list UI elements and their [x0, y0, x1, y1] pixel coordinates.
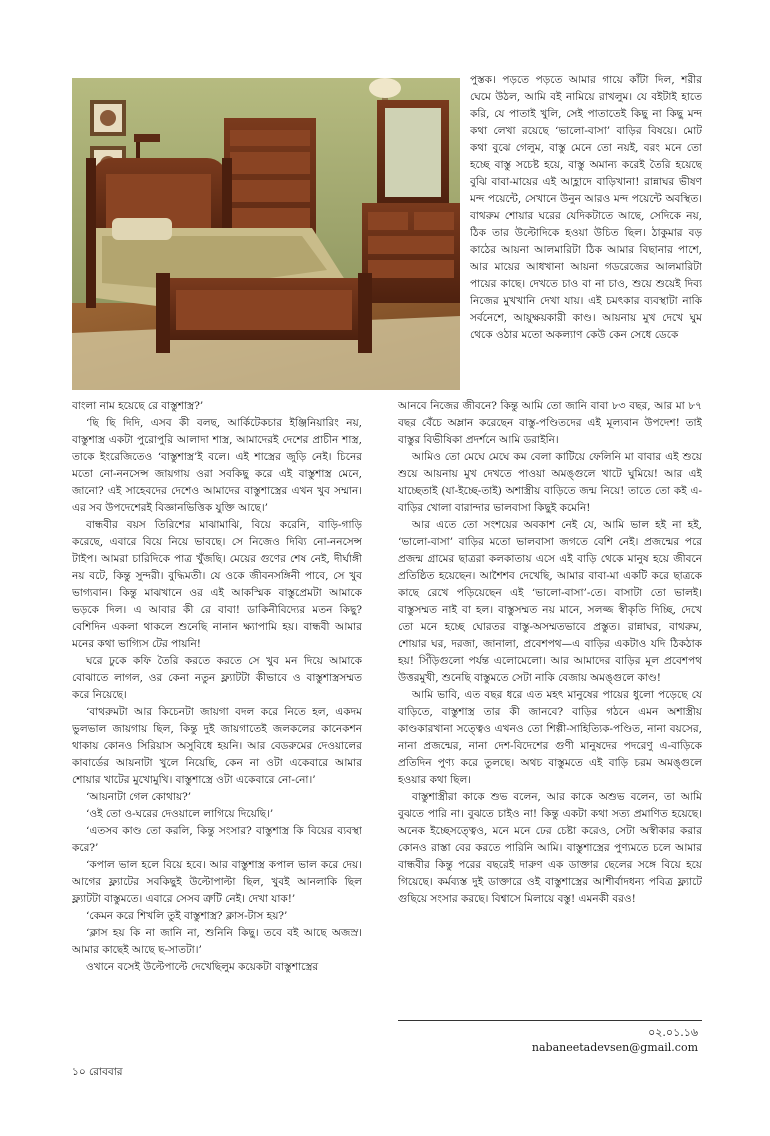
- paragraph: ‘কেমন করে শিখলি তুই বাস্তুশাস্ত্র? ক্লাস-টাস হয়?’: [86, 910, 288, 922]
- article-date: ০২.০১.১৬: [648, 1026, 698, 1039]
- paragraph: ‘বাথরুমটা আর কিচেনটা জায়গা বদল করে নিতে হল, একদম ভুলভাল জায়গায় ছিল, কিন্তু দুই জায়গাতেই জলকলের কানেকশন থাকায় কোনও সিরিয়াস অসুবিধে হয়নি। আর বেডরুমের দেওয়ালের কাবার্ডের আয়নাটা খুলে নিয়েছি, কেন না ওটা একেবারে আমার শোয়ার খাটের মুখোমুখি। বাস্তুশাস্ত্রে ওটা একেবারে নো-নো।’: [72, 706, 362, 786]
- paragraph: ‘ছি ছি দিদি, এসব কী বলছ, আর্কিটেকচার ইঞ্জিনিয়ারিং নয়, বাস্তুশাস্ত্র একটা পুরোপুরি আলাদা শাস্ত্র, আমাদেরই দেশের প্রাচীন শাস্ত্র, তাকে ইংরেজিতেও ‘বাস্তুশাস্ত্র’ই বলে। এই শাস্ত্রের জুড়ি নেই। চিনের মতো নো-ননসেন্স জায়গায় ওরা সবকিছু করে এই বাস্তুশাস্ত্র মেনে, জানো? এই সাহেবদের দেশেও আমাদের বাস্তুশাস্ত্রের এখন খুব সম্মান। এর সব উপদেশেরই বিজ্ঞানভিত্তিক যুক্তি আছে।’: [72, 417, 362, 514]
- bedroom-photo: [72, 78, 460, 390]
- paragraph: বাস্তুশাস্ত্রীরা কাকে শুভ বলেন, আর কাকে অশুভ বলেন, তা আমি বুঝতে পারি না। বুঝতে চাইও না! কিন্তু একটা কথা সত্য প্রমাণিত হয়েছে। অনেক ইচ্ছেসত্ত্বেও, মনে মনে ঢের চেষ্টা করেও, সেটা অস্বীকার করার কোনও রাস্তা বের করতে পারিনি আমি। বাস্তুশাস্ত্রের পুণ্যমতে চলে আমার বান্ধবীর কিন্তু পরের বছরেই দারুণ এক ডাক্তার ছেলের সঙ্গে বিয়ে হয়ে গিয়েছে। কর্মব্যস্ত দুই ডাক্তারে ওই বাস্তুশাস্ত্রের আশীর্বাদধন্য পবিত্র ফ্ল্যাটে গুছিয়ে সংসার করছে। বিশ্বাসে মিলায়ে বস্তু! এমনকী বরও!: [398, 791, 702, 905]
- article-column-right: [398, 398, 702, 1018]
- paragraph: বাংলা নাম হয়েছে রে বাস্তুশাস্ত্র?’: [72, 400, 204, 412]
- paragraph: আর এতে তো সংশয়ের অবকাশ নেই যে, আমি ভাল হই না হই, ‘ভালো-বাসা’ বাড়ির মতো ভালবাসা জগতে বেশি নেই। প্রজন্মের পরে প্রজন্ম গ্রামের ছাত্ররা কলকাতায় এসে এই বাড়ি থেকে মানুষ হয়ে জীবনে প্রতিষ্ঠিত হয়েছেন। আশৈশব দেখেছি, আমার বাবা-মা একটি করে ছাত্রকে কাছে রেখে পড়িয়েছেন এই ‘ভালো-বাসা’-তে। বাসাটা তো ভালই। বাস্তুসম্মত নাই বা হল। বাস্তুসম্মত নয় মানে, সলজ্জ স্বীকৃতি দিচ্ছি, দেখে তো মনে হচ্ছে ঘোরতর বাস্তু-অসম্মতভাবে প্রস্তুত। রান্নাঘর, বাথরুম, শোয়ার ঘর, দরজা, জানালা, প্রবেশপথ—এ বাড়ির একটাও যদি ঠিকঠাক হয়! সিঁড়িগুলো পর্যন্ত এলোমেলো। আর আমাদের বাড়ির মূল প্রবেশপথ উত্তরমুখী, শুনেছি বাস্তুমতে সেটা নাকি বেজায় অমঙ্গুলে কাণ্ড!: [398, 519, 702, 684]
- paragraph: ‘ওই তো ও-ঘরের দেওয়ালে লাগিয়ে দিয়েছি।’: [86, 808, 274, 820]
- author-email: nabaneetadevsen@gmail.com: [531, 1041, 698, 1054]
- paragraph: বান্ধবীর বয়স তিরিশের মাঝামাঝি, বিয়ে করেনি, বাড়ি-গাড়ি করেছে, এবারে বিয়ে নিয়ে ভাবছে। সে নিজেও দিব্যি নো-ননসেন্স টাইপ। আমরা চারিদিকে পাত্র খুঁজছি। মেয়ের গুণের শেষ নেই, দীর্ঘাঙ্গী নয় বটে, কিন্তু সুন্দরী। বুদ্ধিমতী। যে ওকে জীবনসঙ্গিনী পাবে, সে খুব ভাগ্যবান। কিন্তু মাঝখানে ওর এই আকস্মিক বাস্তুপ্রেমটা আমাকে ভড়কে দিল। এ আবার কী রে বাবা! ডাকিনীবিদ্যের মতন কিছু? বেশিদিন একলা থাকলে শুনেছি নানান ক্ষ্যাপামি হয়। বান্ধবী আমার মনের কথা ভাগ্যিস টের পায়নি!: [72, 519, 362, 650]
- article-column-left: [72, 398, 362, 1066]
- paragraph: ‘কপাল ভাল হলে বিয়ে হবে। আর বাস্তুশাস্ত্র কপাল ভাল করে দেয়। আগের ফ্ল্যাটের সবকিছুই উল্টোপাল্টা ছিল, খুবই আনলাকি ছিল ফ্ল্যাটটা বাস্তুমতে। এবারে সেসব ত্রুটি নেই। দেখা যাক!’: [72, 859, 362, 905]
- signature-divider: [398, 1020, 702, 1021]
- paragraph: ‘এতসব কাণ্ড তো করলি, কিন্তু সংসার? বাস্তুশাস্ত্র কি বিয়ের ব্যবস্থা করে?’: [72, 825, 362, 854]
- paragraph: পুস্তক। পড়তে পড়তে আমার গায়ে কাঁটা দিল, শরীর ঘেমে উঠল, আমি বই নামিয়ে রাখলুম। যে বইটাই হাতে করি, যে পাতাই খুলি, সেই পাতাতেই কিছু না কিছু মন্দ কথা লেখা রয়েছে ‘ভালো-বাসা’ বাড়ির বিষয়ে। মোট কথা বুঝে গেলুম, বাস্তু মেনে তো নয়ই, বরং মনে তো হচ্ছে বাস্তু সচেষ্ট হয়ে, বাস্তু অমান্য করেই তৈরি হয়েছে বুঝি বাবা-মায়ের এই আহ্লাদে বাড়িখানা! রান্নাঘর ভীষণ মন্দ পয়েন্টে, সেখানে উনুন আরও মন্দ পয়েন্টে অবস্থিত। বাথরুম শোয়ার ঘরের যেদিকটাতে আছে, সেদিকে নয়, ঠিক তার উল্টোদিকে হওয়া উচিত ছিল। ঠাকুমার বড় কাঠের আয়না আলমারিটা ঠিক আমার বিছানার পাশে, আর মায়ের আধখানা আয়না গডরেজের আলমারিটা পায়ের কাছে। দেখতে চাও বা না চাও, শুয়ে শুয়েই দিব্য নিজের মুখখানি দেখা যায়। এই চমৎকার ব্যবস্থাটা নাকি সর্বনেশে, আয়ুক্ষয়কারী কাণ্ড। আয়নায় মুখ দেখে ঘুম থেকে ওঠার মতো অকল্যাণ কেউ কেন সেধে ডেকে: [470, 74, 702, 341]
- article-column-top-right: [470, 72, 702, 390]
- paragraph: ‘আয়নাটা গেল কোথায়?’: [86, 791, 192, 803]
- paragraph: ‘ক্লাস হয় কি না জানি না, শুনিনি কিছু। তবে বই আছে অজস্র। আমার কাছেই আছে ছ-সাতটা।’: [72, 927, 362, 956]
- paragraph: ঘরে ঢুকে কফি তৈরি করতে করতে সে খুব মন দিয়ে আমাকে বোঝাতে লাগল, ওর কেনা নতুন ফ্ল্যাটটা কীভাবে ও বাস্তুশাস্ত্রসম্মত করে নিয়েছে।: [72, 655, 362, 701]
- paragraph: আমি ভাবি, এত বছর ধরে এত মহৎ মানুষের পায়ের ধুলো পড়েছে যে বাড়িতে, বাস্তুশাস্ত্র তার কী জানবে? বাড়ির গঠনে এমন অশাস্ত্রীয় কাণ্ডকারখানা সত্ত্বেও এখনও তো শিল্পী-সাহিত্যিক-পণ্ডিত, নানা বয়সের, নানা প্রজন্মের, নানা দেশ-বিদেশের গুণী মানুষদের পদরেণু এ-বাড়িকে প্রতিদিন পুণ্য করে তুলছে। অথচ বাস্তুমতে এই বাড়ি চরম অমঙ্গুলে হওয়ার কথা ছিল।: [398, 689, 702, 786]
- bedroom-illustration: [72, 78, 460, 390]
- paragraph: আনবে নিজের জীবনে? কিন্তু আমি তো জানি বাবা ৮৩ বছর, আর মা ৮৭ বছর বেঁচে অম্লান করেছেন বাস্তু-পণ্ডিতদের এই মূল্যবান উপদেশ! তাই বাস্তুর বিভীষিকা প্রদর্শনে আমি ডরাইনি।: [398, 400, 702, 446]
- page-folio: ১০ রোববার: [72, 1066, 123, 1078]
- paragraph: আমিও তো মেঘে মেঘে কম বেলা কাটিয়ে ফেলিনি মা বাবার এই শুয়ে শুয়ে আয়নায় মুখ দেখতে পাওয়া অমঙ্গুলে খাটে ঘুমিয়ে! আর এই যাচ্ছেতাই (যা-ইচ্ছে-তাই) অশাস্ত্রীয় বাড়িতে জন্ম নিয়ে! তাতে তো কই এ-বাড়ির খোলা বারান্দার ভালবাসা কিছুই কমেনি!: [398, 451, 702, 514]
- paragraph: ওখানে বসেই উল্টেপাল্টে দেখেছিলুম কয়েকটা বাস্তুশাস্ত্রের: [86, 961, 319, 973]
